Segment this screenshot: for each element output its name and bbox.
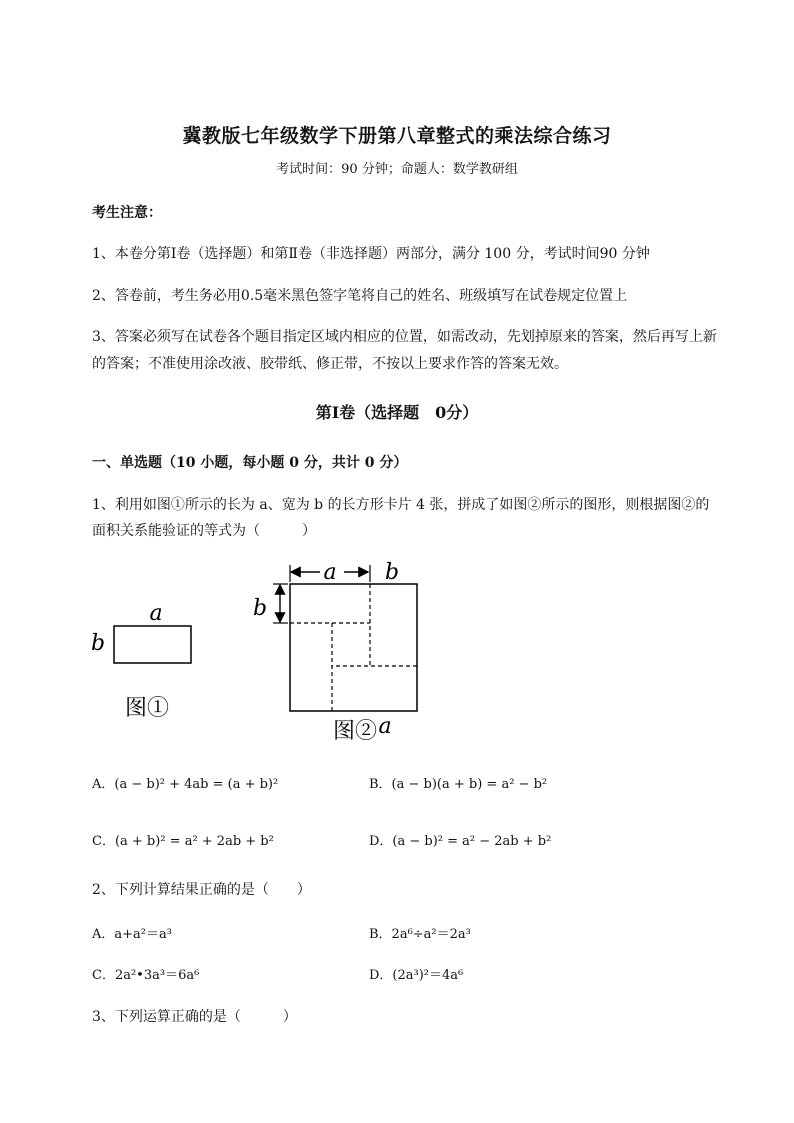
q2-option-c[interactable]: C．2a²•3a³＝6a⁶ bbox=[92, 968, 200, 983]
fig2-inner-lines bbox=[290, 584, 417, 711]
q1-stem-line1: 1、利用如图①所示的长为 a、宽为 b 的长方形卡片 4 张，拼成了如图②所示的图形，则根据图②的 bbox=[92, 497, 710, 513]
q2-stem: 2、下列计算结果正确的是（ ） bbox=[92, 882, 311, 898]
q3-stem: 3、下列运算正确的是（ ） bbox=[92, 1009, 297, 1025]
fig1-label-b: b bbox=[90, 631, 106, 656]
fig1-label-a: a bbox=[149, 601, 163, 626]
q2-option-b[interactable]: B．2a⁶÷a²＝2a³ bbox=[369, 927, 471, 942]
fig2-square bbox=[290, 584, 417, 711]
q1-option-b[interactable]: B．(a − b)(a + b) = a² − b² bbox=[369, 777, 548, 792]
fig2-label-a-top: a bbox=[323, 560, 337, 585]
q2-option-d[interactable]: D．(2a³)²＝4a⁶ bbox=[369, 968, 464, 983]
q1-option-a[interactable]: A．(a − b)² + 4ab = (a + b)² bbox=[92, 777, 279, 792]
part-heading: 一、单选题（10 小题，每小题 0 分，共计 0 分） bbox=[92, 455, 408, 471]
q1-option-c[interactable]: C．(a + b)² = a² + 2ab + b² bbox=[92, 834, 274, 849]
fig2-label-b-left: b bbox=[252, 596, 268, 621]
fig1-caption: 图① bbox=[124, 696, 170, 721]
q1-option-d[interactable]: D．(a − b)² = a² − 2ab + b² bbox=[369, 834, 552, 849]
notice-item-2: 2、答卷前，考生务必用0.5毫米黑色签字笔将自己的姓名、班级填写在试卷规定位置上 bbox=[92, 288, 628, 304]
fig2-caption: 图② bbox=[332, 719, 378, 744]
q1-figure bbox=[80, 555, 420, 750]
page-title: 冀教版七年级数学下册第八章整式的乘法综合练习 bbox=[182, 125, 612, 147]
fig2-label-a-bottom: a bbox=[378, 714, 392, 739]
exam-info: 考试时间：90 分钟；命题人：数学教研组 bbox=[276, 162, 518, 177]
notice-item-3: 3、答案必须写在试卷各个题目指定区域内相应的位置，如需改动，先划掉原来的答案，然后再写上新 bbox=[92, 329, 717, 345]
fig1-rectangle bbox=[114, 626, 191, 663]
q2-option-a[interactable]: A．a+a²＝a³ bbox=[92, 927, 172, 942]
section-title: 第Ⅰ卷（选择题 0分） bbox=[315, 403, 479, 422]
notice-heading: 考生注意： bbox=[92, 205, 162, 221]
notice-item-3-cont: 的答案；不准使用涂改液、胶带纸、修正带，不按以上要求作答的答案无效。 bbox=[92, 356, 568, 372]
notice-item-1: 1、本卷分第Ⅰ卷（选择题）和第Ⅱ卷（非选择题）两部分，满分 100 分，考试时间90 分钟 bbox=[92, 246, 650, 262]
q1-stem-line2: 面积关系能验证的等式为（ ） bbox=[92, 523, 316, 539]
fig2-label-b-top: b bbox=[384, 560, 400, 585]
